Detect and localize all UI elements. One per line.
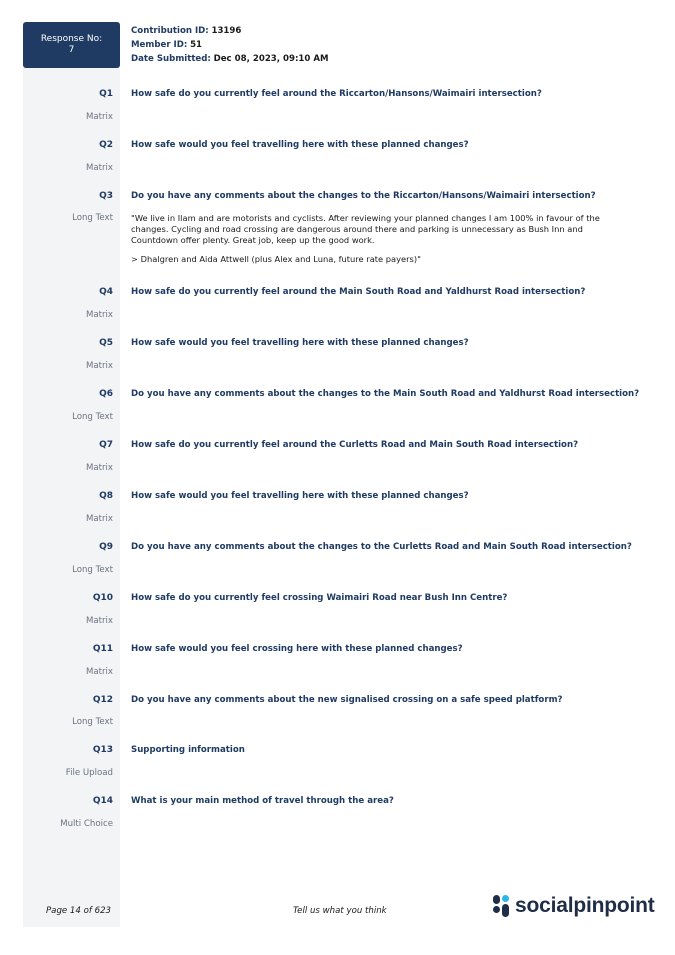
question-number: Q12 [92,695,113,705]
question-text: Do you have any comments about the new signalised crossing on a safe speed platform? [131,695,563,705]
question-type: Matrix [85,310,113,320]
question-text: Do you have any comments about the changes to the Riccarton/Hansons/Waimairi intersection? [131,191,596,201]
socialpinpoint-logo-icon [492,894,510,918]
contribution-id: 13196 [211,26,242,36]
question-number: Q5 [99,338,113,348]
question-text: How safe do you currently feel around the Curletts Road and Main South Road intersection? [131,440,579,450]
question-text: How safe would you feel travelling here with these planned changes? [131,491,469,501]
question-type: Matrix [85,616,113,626]
question-number: Q11 [92,644,113,654]
question-type: Matrix [85,361,113,371]
question-type: Matrix [85,463,113,473]
answer-paragraph: > Dhalgren and Aida Attwell (plus Alex and Luna, future rate payers)" [131,254,421,264]
question-number: Q3 [99,191,113,201]
date-submitted: Dec 08, 2023, 09:10 AM [213,54,329,64]
question-text: How safe do you currently feel around the Riccarton/Hansons/Waimairi intersection? [131,89,542,99]
question-text: Do you have any comments about the changes to the Curletts Road and Main South Road intersection? [131,542,632,552]
question-number: Q7 [99,440,113,450]
question-number: Q1 [99,89,113,99]
date-label: Date Submitted: [131,54,211,64]
question-number: Q4 [99,287,113,297]
response-number: 7 [68,45,75,55]
question-type: Long Text [72,213,113,223]
footer-tagline: Tell us what you think [293,906,387,916]
question-type: Matrix [85,514,113,524]
question-text: How safe would you feel travelling here with these planned changes? [131,140,469,150]
question-text: How safe do you currently feel around the Main South Road and Yaldhurst Road intersection? [131,287,586,297]
question-number: Q9 [99,542,113,552]
answer-paragraph: "We live in Ilam and are motorists and cyclists. After reviewing your planned changes I am 100% in favour of the changes. Cycling and road crossing are dangerous around there and parking is unnecessary as Bush Inn and Countdown offer plenty. Great job, keep up the good work. [131,213,600,245]
answer-text [131,213,616,273]
member-id: 51 [190,40,203,50]
question-number: Q10 [92,593,113,603]
socialpinpoint-logo [492,894,655,918]
logo-text: socialpinpoint [515,894,655,917]
question-number: Q14 [92,796,113,806]
contribution-label: Contribution ID: [131,26,209,36]
question-type: Matrix [85,163,113,173]
response-number-box [23,22,120,68]
question-text: How safe do you currently feel crossing Waimairi Road near Bush Inn Centre? [131,593,508,603]
question-number: Q13 [92,745,113,755]
question-type: File Upload [65,768,113,778]
question-type: Long Text [72,412,113,422]
page-number: Page 14 of 623 [46,906,112,916]
submission-meta [131,24,329,66]
question-type: Long Text [72,717,113,727]
question-type: Long Text [72,565,113,575]
question-type: Matrix [85,667,113,677]
question-text: How safe would you feel crossing here with these planned changes? [131,644,463,654]
question-number: Q6 [99,389,113,399]
member-label: Member ID: [131,40,188,50]
question-type: Multi Choice [60,819,113,829]
question-text: How safe would you feel travelling here with these planned changes? [131,338,469,348]
sidebar-background [23,22,120,927]
question-text: What is your main method of travel through the area? [131,796,394,806]
response-label: Response No: [40,34,103,44]
question-type: Matrix [85,112,113,122]
question-number: Q2 [99,140,113,150]
question-text: Do you have any comments about the changes to the Main South Road and Yaldhurst Road intersection? [131,389,640,399]
question-number: Q8 [99,491,113,501]
question-text: Supporting information [131,745,245,755]
